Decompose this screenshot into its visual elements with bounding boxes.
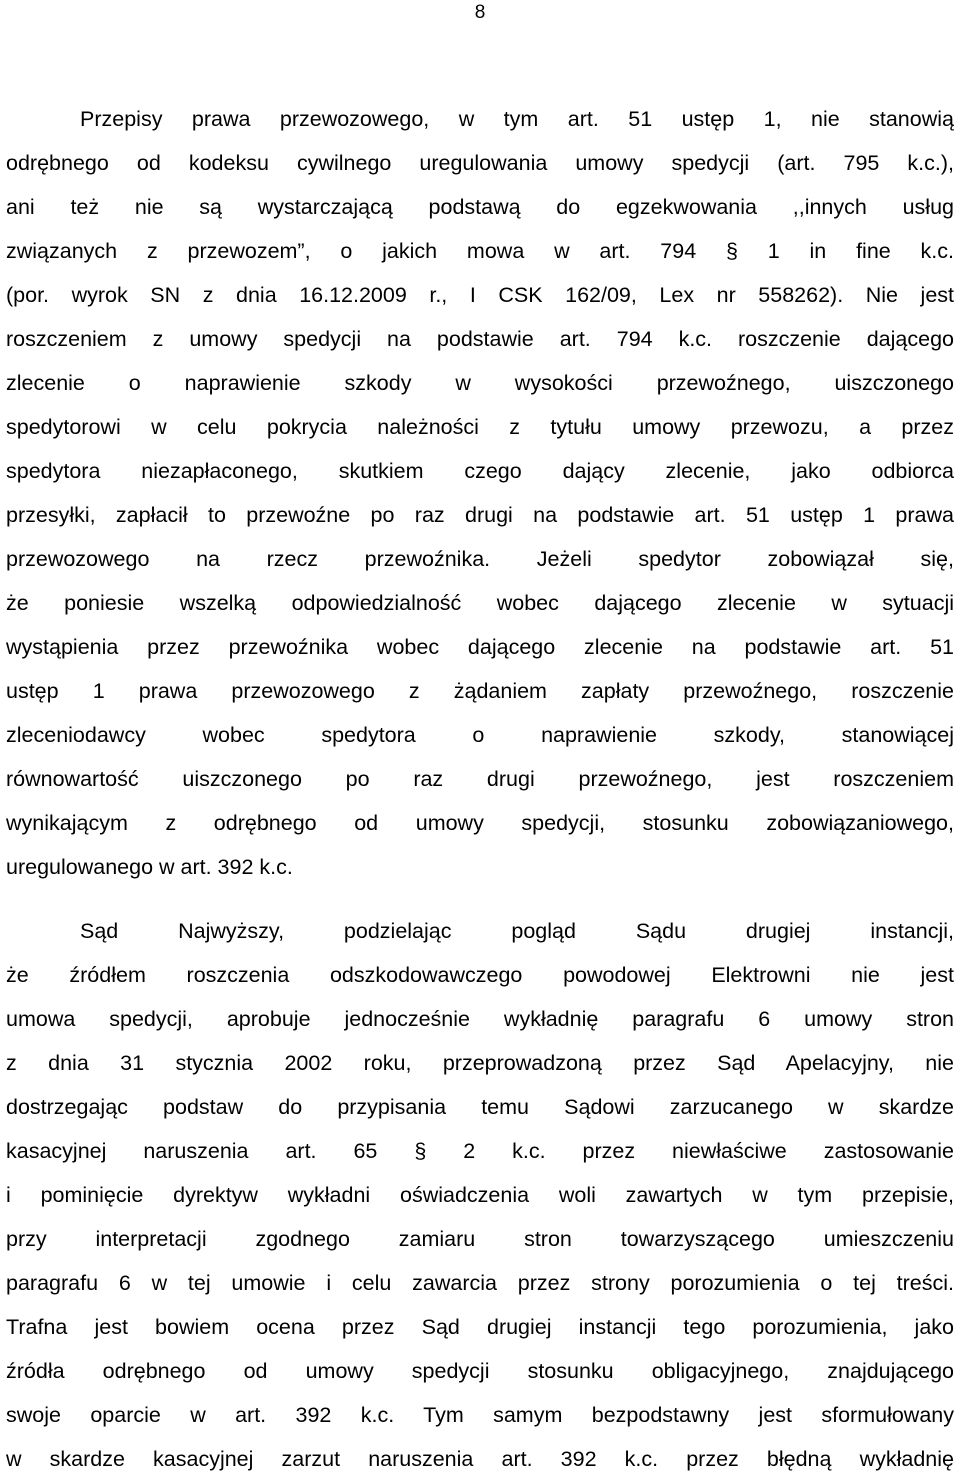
text-line: związanych z przewozem”, o jakich mowa w art. 794 § 1 in fine k.c. xyxy=(6,239,954,263)
text-line: Przepisy prawa przewozowego, w tym art. 51 ustęp 1, nie stanowią xyxy=(80,107,954,131)
text-line: przesyłki, zapłacił to przewoźne po raz drugi na podstawie art. 51 ustęp 1 prawa xyxy=(6,503,954,527)
text-line: roszczeniem z umowy spedycji na podstawie art. 794 k.c. roszczenie dającego xyxy=(6,327,954,351)
text-line: przewozowego na rzecz przewoźnika. Jeżeli spedytor zobowiązał się, xyxy=(6,547,954,571)
text-line: odrębnego od kodeksu cywilnego uregulowania umowy spedycji (art. 795 k.c.), xyxy=(6,151,954,175)
text-line: zleceniodawcy wobec spedytora o naprawienie szkody, stanowiącej xyxy=(6,723,954,747)
text-line: źródła odrębnego od umowy spedycji stosunku obligacyjnego, znajdującego xyxy=(6,1359,954,1383)
paragraph-2 xyxy=(6,909,954,1481)
text-line: w skardze kasacyjnej zarzut naruszenia art. 392 k.c. przez błędną wykładnię xyxy=(6,1447,954,1471)
text-line: swoje oparcie w art. 392 k.c. Tym samym bezpodstawny jest sformułowany xyxy=(6,1403,954,1427)
text-line: Sąd Najwyższy, podzielając pogląd Sądu drugiej instancji, xyxy=(80,919,954,943)
text-line: uregulowanego w art. 392 k.c. xyxy=(6,855,293,879)
text-line: ani też nie są wystarczającą podstawą do egzekwowania ,,innych usług xyxy=(6,195,954,219)
text-line: paragrafu 6 w tej umowie i celu zawarcia przez strony porozumienia o tej treści. xyxy=(6,1271,954,1295)
text-line: że poniesie wszelką odpowiedzialność wobec dającego zlecenie w sytuacji xyxy=(6,591,954,615)
text-line: kasacyjnej naruszenia art. 65 § 2 k.c. przez niewłaściwe zastosowanie xyxy=(6,1139,954,1163)
text-line: z dnia 31 stycznia 2002 roku, przeprowadzoną przez Sąd Apelacyjny, nie xyxy=(6,1051,954,1075)
text-line: spedytorowi w celu pokrycia należności z tytułu umowy przewozu, a przez xyxy=(6,415,954,439)
text-line: przy interpretacji zgodnego zamiaru stron towarzyszącego umieszczeniu xyxy=(6,1227,954,1251)
text-line: wynikającym z odrębnego od umowy spedycji, stosunku zobowiązaniowego, xyxy=(6,811,954,835)
paragraph-1 xyxy=(6,97,954,889)
text-line: zlecenie o naprawienie szkody w wysokości przewoźnego, uiszczonego xyxy=(6,371,954,395)
text-line: ustęp 1 prawa przewozowego z żądaniem zapłaty przewoźnego, roszczenie xyxy=(6,679,954,703)
text-line: wystąpienia przez przewoźnika wobec dającego zlecenie na podstawie art. 51 xyxy=(6,635,954,659)
page-number: 8 xyxy=(474,2,486,23)
text-line: równowartość uiszczonego po raz drugi przewoźnego, jest roszczeniem xyxy=(6,767,954,791)
text-line: dostrzegając podstaw do przypisania temu Sądowi zarzucanego w skardze xyxy=(6,1095,954,1119)
text-line: i pominięcie dyrektyw wykładni oświadczenia woli zawartych w tym przepisie, xyxy=(6,1183,954,1207)
text-line: że źródłem roszczenia odszkodowawczego powodowej Elektrowni nie jest xyxy=(6,963,954,987)
text-line: Trafna jest bowiem ocena przez Sąd drugiej instancji tego porozumienia, jako xyxy=(6,1315,954,1339)
text-line: spedytora niezapłaconego, skutkiem czego dający zlecenie, jako odbiorca xyxy=(6,459,954,483)
text-line: umowa spedycji, aprobuje jednocześnie wykładnię paragrafu 6 umowy stron xyxy=(6,1007,954,1031)
text-line: (por. wyrok SN z dnia 16.12.2009 r., I CSK 162/09, Lex nr 558262). Nie jest xyxy=(6,283,954,307)
